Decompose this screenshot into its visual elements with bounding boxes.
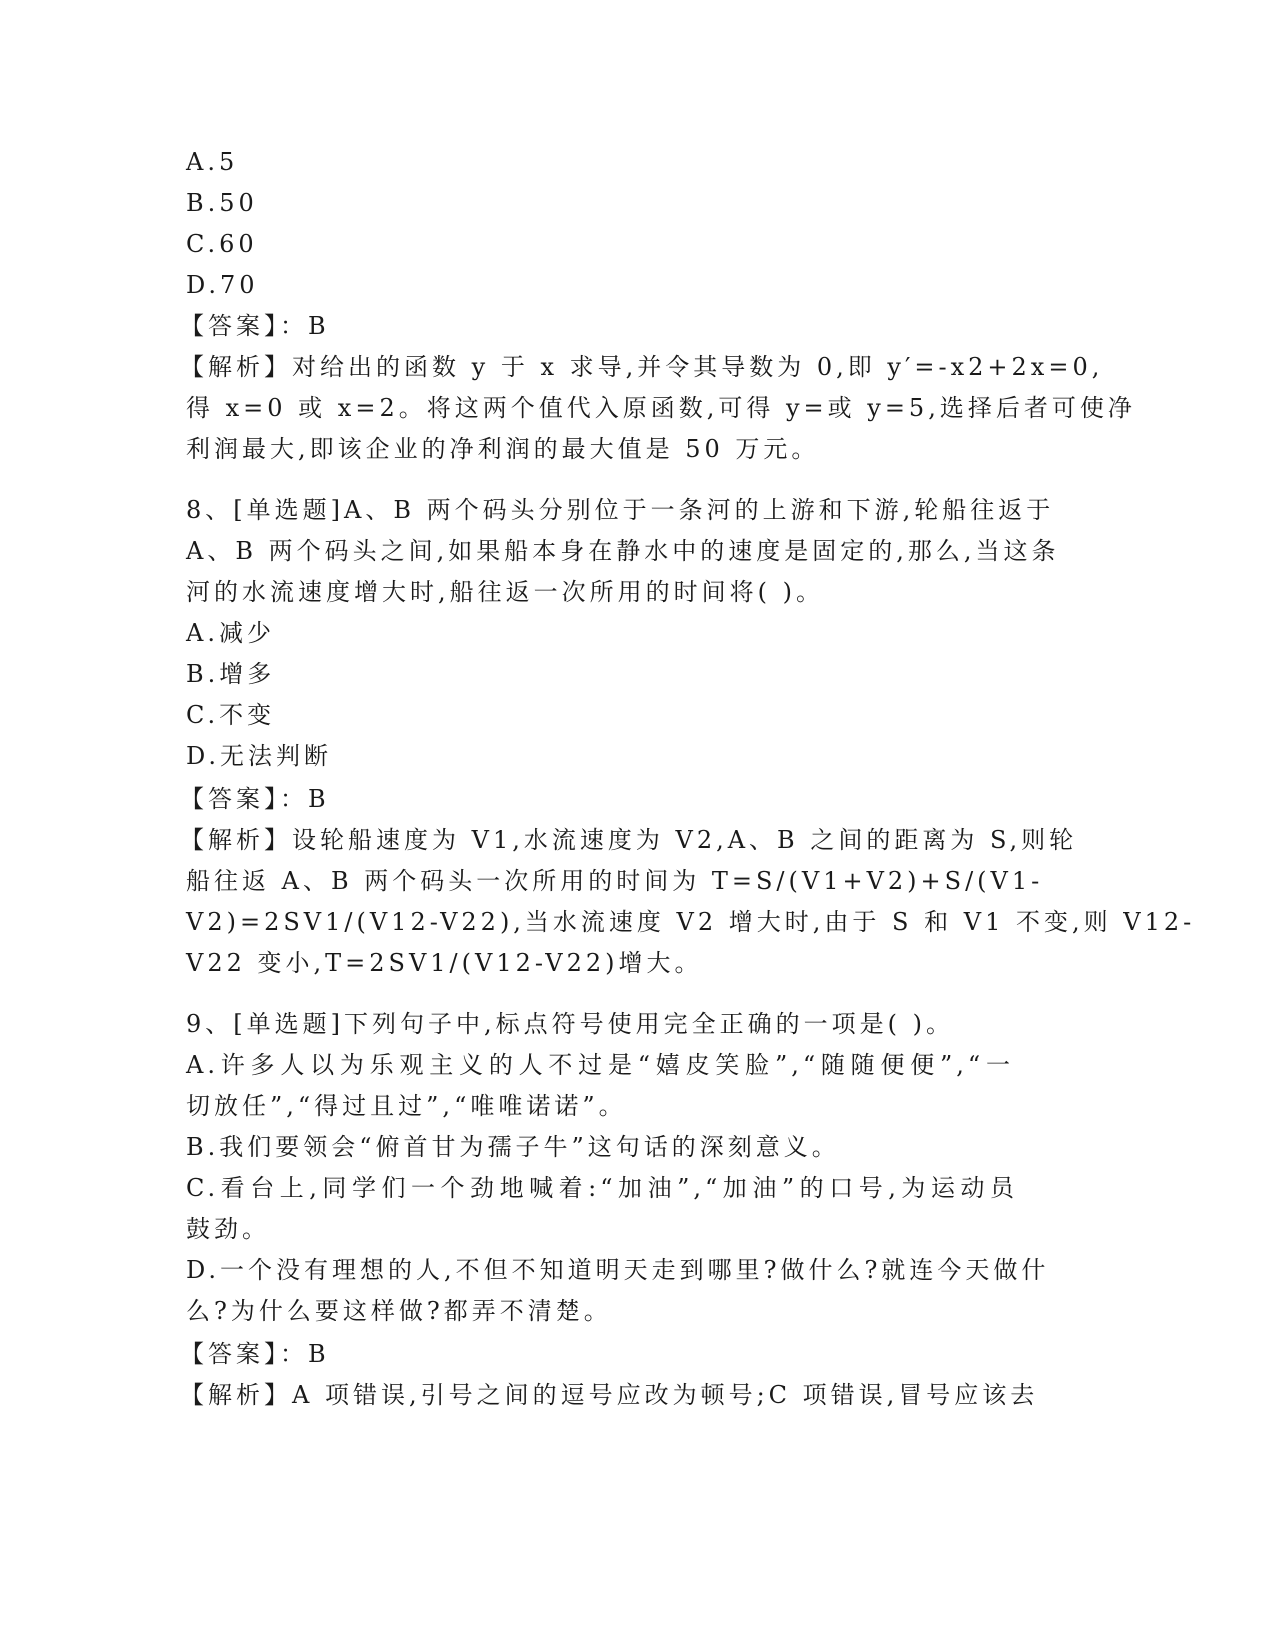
- q9-option-d-line: 么?为什么要这样做?都弄不清楚。: [186, 1297, 612, 1325]
- q7-option-d: D.70: [186, 271, 259, 299]
- q7-option-c: C.60: [186, 230, 258, 258]
- q9-option-a-line: 切放任”,“得过且过”,“唯唯诺诺”。: [186, 1092, 627, 1120]
- q8-answer: 【答案】：B: [180, 785, 330, 813]
- q8-option-a: A.减少: [186, 619, 275, 647]
- q8-stem-line: A、B 两个码头之间,如果船本身在静水中的速度是固定的,那么,当这条: [186, 537, 1060, 565]
- q7-analysis-line: 得 x=0 或 x=2。将这两个值代入原函数,可得 y=或 y=5,选择后者可使净: [186, 394, 1136, 422]
- q8-analysis-line: V22 变小,T=2SV1/(V12-V22)增大。: [186, 949, 703, 977]
- q9-stem: 9、[单选题]下列句子中,标点符号使用完全正确的一项是( )。: [186, 1010, 954, 1038]
- q7-answer: 【答案】：B: [180, 312, 330, 340]
- q9-answer: 【答案】：B: [180, 1340, 330, 1368]
- q9-analysis-line: 【解析】A 项错误,引号之间的逗号应改为顿号;C 项错误,冒号应该去: [180, 1381, 1039, 1409]
- q8-option-d: D.无法判断: [186, 742, 333, 770]
- q7-analysis-line: 利润最大,即该企业的净利润的最大值是 50 万元。: [186, 435, 820, 463]
- q9-option-a-line: A.许多人以为乐观主义的人不过是“嬉皮笑脸”,“随随便便”,“一: [186, 1051, 1014, 1079]
- q8-analysis-line: 船往返 A、B 两个码头一次所用的时间为 T=S/(V1+V2)+S/(V1-: [186, 867, 1044, 895]
- q8-stem-line: 8、[单选题]A、B 两个码头分别位于一条河的上游和下游,轮船往返于: [186, 496, 1055, 524]
- q8-analysis-line: V2)=2SV1/(V12-V22),当水流速度 V2 增大时,由于 S 和 V1 不变,则 V12-: [186, 908, 1196, 936]
- q7-option-a: A.5: [186, 148, 239, 176]
- q9-option-b: B.我们要领会“俯首甘为孺子牛”这句话的深刻意义。: [186, 1133, 840, 1161]
- q8-option-b: B.增多: [186, 660, 276, 688]
- q8-option-c: C.不变: [186, 701, 276, 729]
- q9-option-c-line: C.看台上,同学们一个劲地喊着:“加油”,“加油”的口号,为运动员: [186, 1174, 1018, 1202]
- q7-analysis-line: 【解析】对给出的函数 y 于 x 求导,并令其导数为 0,即 y′=-x2+2x=0,: [180, 353, 1104, 381]
- q8-stem-line: 河的水流速度增大时,船往返一次所用的时间将( )。: [186, 578, 824, 606]
- q9-option-c-line: 鼓劲。: [186, 1215, 270, 1243]
- q7-option-b: B.50: [186, 189, 258, 217]
- q8-analysis-line: 【解析】设轮船速度为 V1,水流速度为 V2,A、B 之间的距离为 S,则轮: [180, 826, 1078, 854]
- q9-option-d-line: D.一个没有理想的人,不但不知道明天走到哪里?做什么?就连今天做什: [186, 1256, 1050, 1284]
